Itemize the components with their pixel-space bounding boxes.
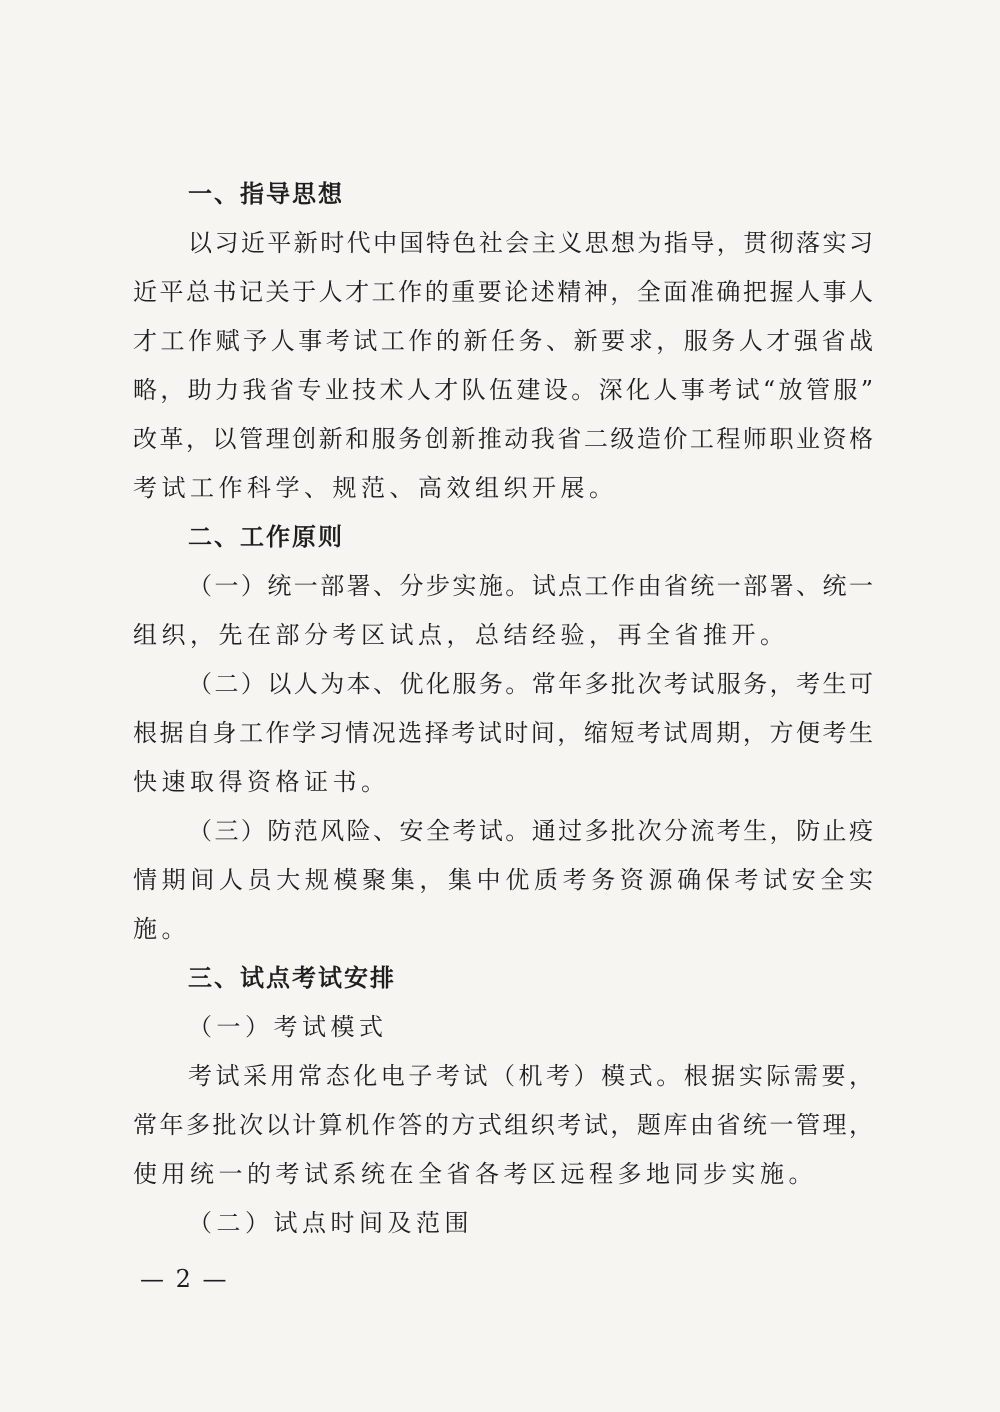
paragraph-line: （二）以人为本、优化服务。常年多批次考试服务，考生可 [188,670,873,698]
section-heading: 二、工作原则 [188,523,344,551]
paragraph-line: 以习近平新时代中国特色社会主义思想为指导，贯彻落实习 [188,229,873,257]
section-heading: 一、指导思想 [188,180,344,208]
paragraph [133,807,873,954]
paragraph [133,660,873,807]
paragraph-line: （一）统一部署、分步实施。试点工作由省统一部署、统一 [188,572,873,600]
page-number: — 2 — [140,1265,229,1293]
document-body [133,170,873,1248]
paragraph [133,219,873,513]
paragraph-line: 考试采用常态化电子考试（机考）模式。根据实际需要， [188,1062,873,1090]
subsection-heading: （二）试点时间及范围 [188,1209,473,1237]
paragraph-line: 组织，先在部分考区试点，总结经验，再全省推开。 [133,621,789,649]
paragraph-line: 使用统一的考试系统在全省各考区远程多地同步实施。 [133,1160,817,1188]
paragraph [133,1052,873,1199]
paragraph-line: 考试工作科学、规范、高效组织开展。 [133,474,618,502]
section-heading: 三、试点考试安排 [188,964,396,992]
paragraph-line: （三）防范风险、安全考试。通过多批次分流考生，防止疫 [188,817,873,845]
paragraph-line: 施。 [133,915,190,943]
paragraph-line: 略，助力我省专业技术人才队伍建设。深化人事考试“放管服” [133,376,873,404]
paragraph-line: 改革，以管理创新和服务创新推动我省二级造价工程师职业资格 [133,425,873,453]
paragraph-line: 快速取得资格证书。 [133,768,390,796]
paragraph-line: 常年多批次以计算机作答的方式组织考试，题库由省统一管理， [133,1111,873,1139]
paragraph-line: 根据自身工作学习情况选择考试时间，缩短考试周期，方便考生 [133,719,873,747]
paragraph-line: 才工作赋予人事考试工作的新任务、新要求，服务人才强省战 [133,327,873,355]
paragraph-line: 情期间人员大规模聚集，集中优质考务资源确保考试安全实 [133,866,873,894]
paragraph-line: 近平总书记关于人才工作的重要论述精神，全面准确把握人事人 [133,278,873,306]
subsection-heading: （一）考试模式 [188,1013,388,1041]
paragraph [133,562,873,660]
